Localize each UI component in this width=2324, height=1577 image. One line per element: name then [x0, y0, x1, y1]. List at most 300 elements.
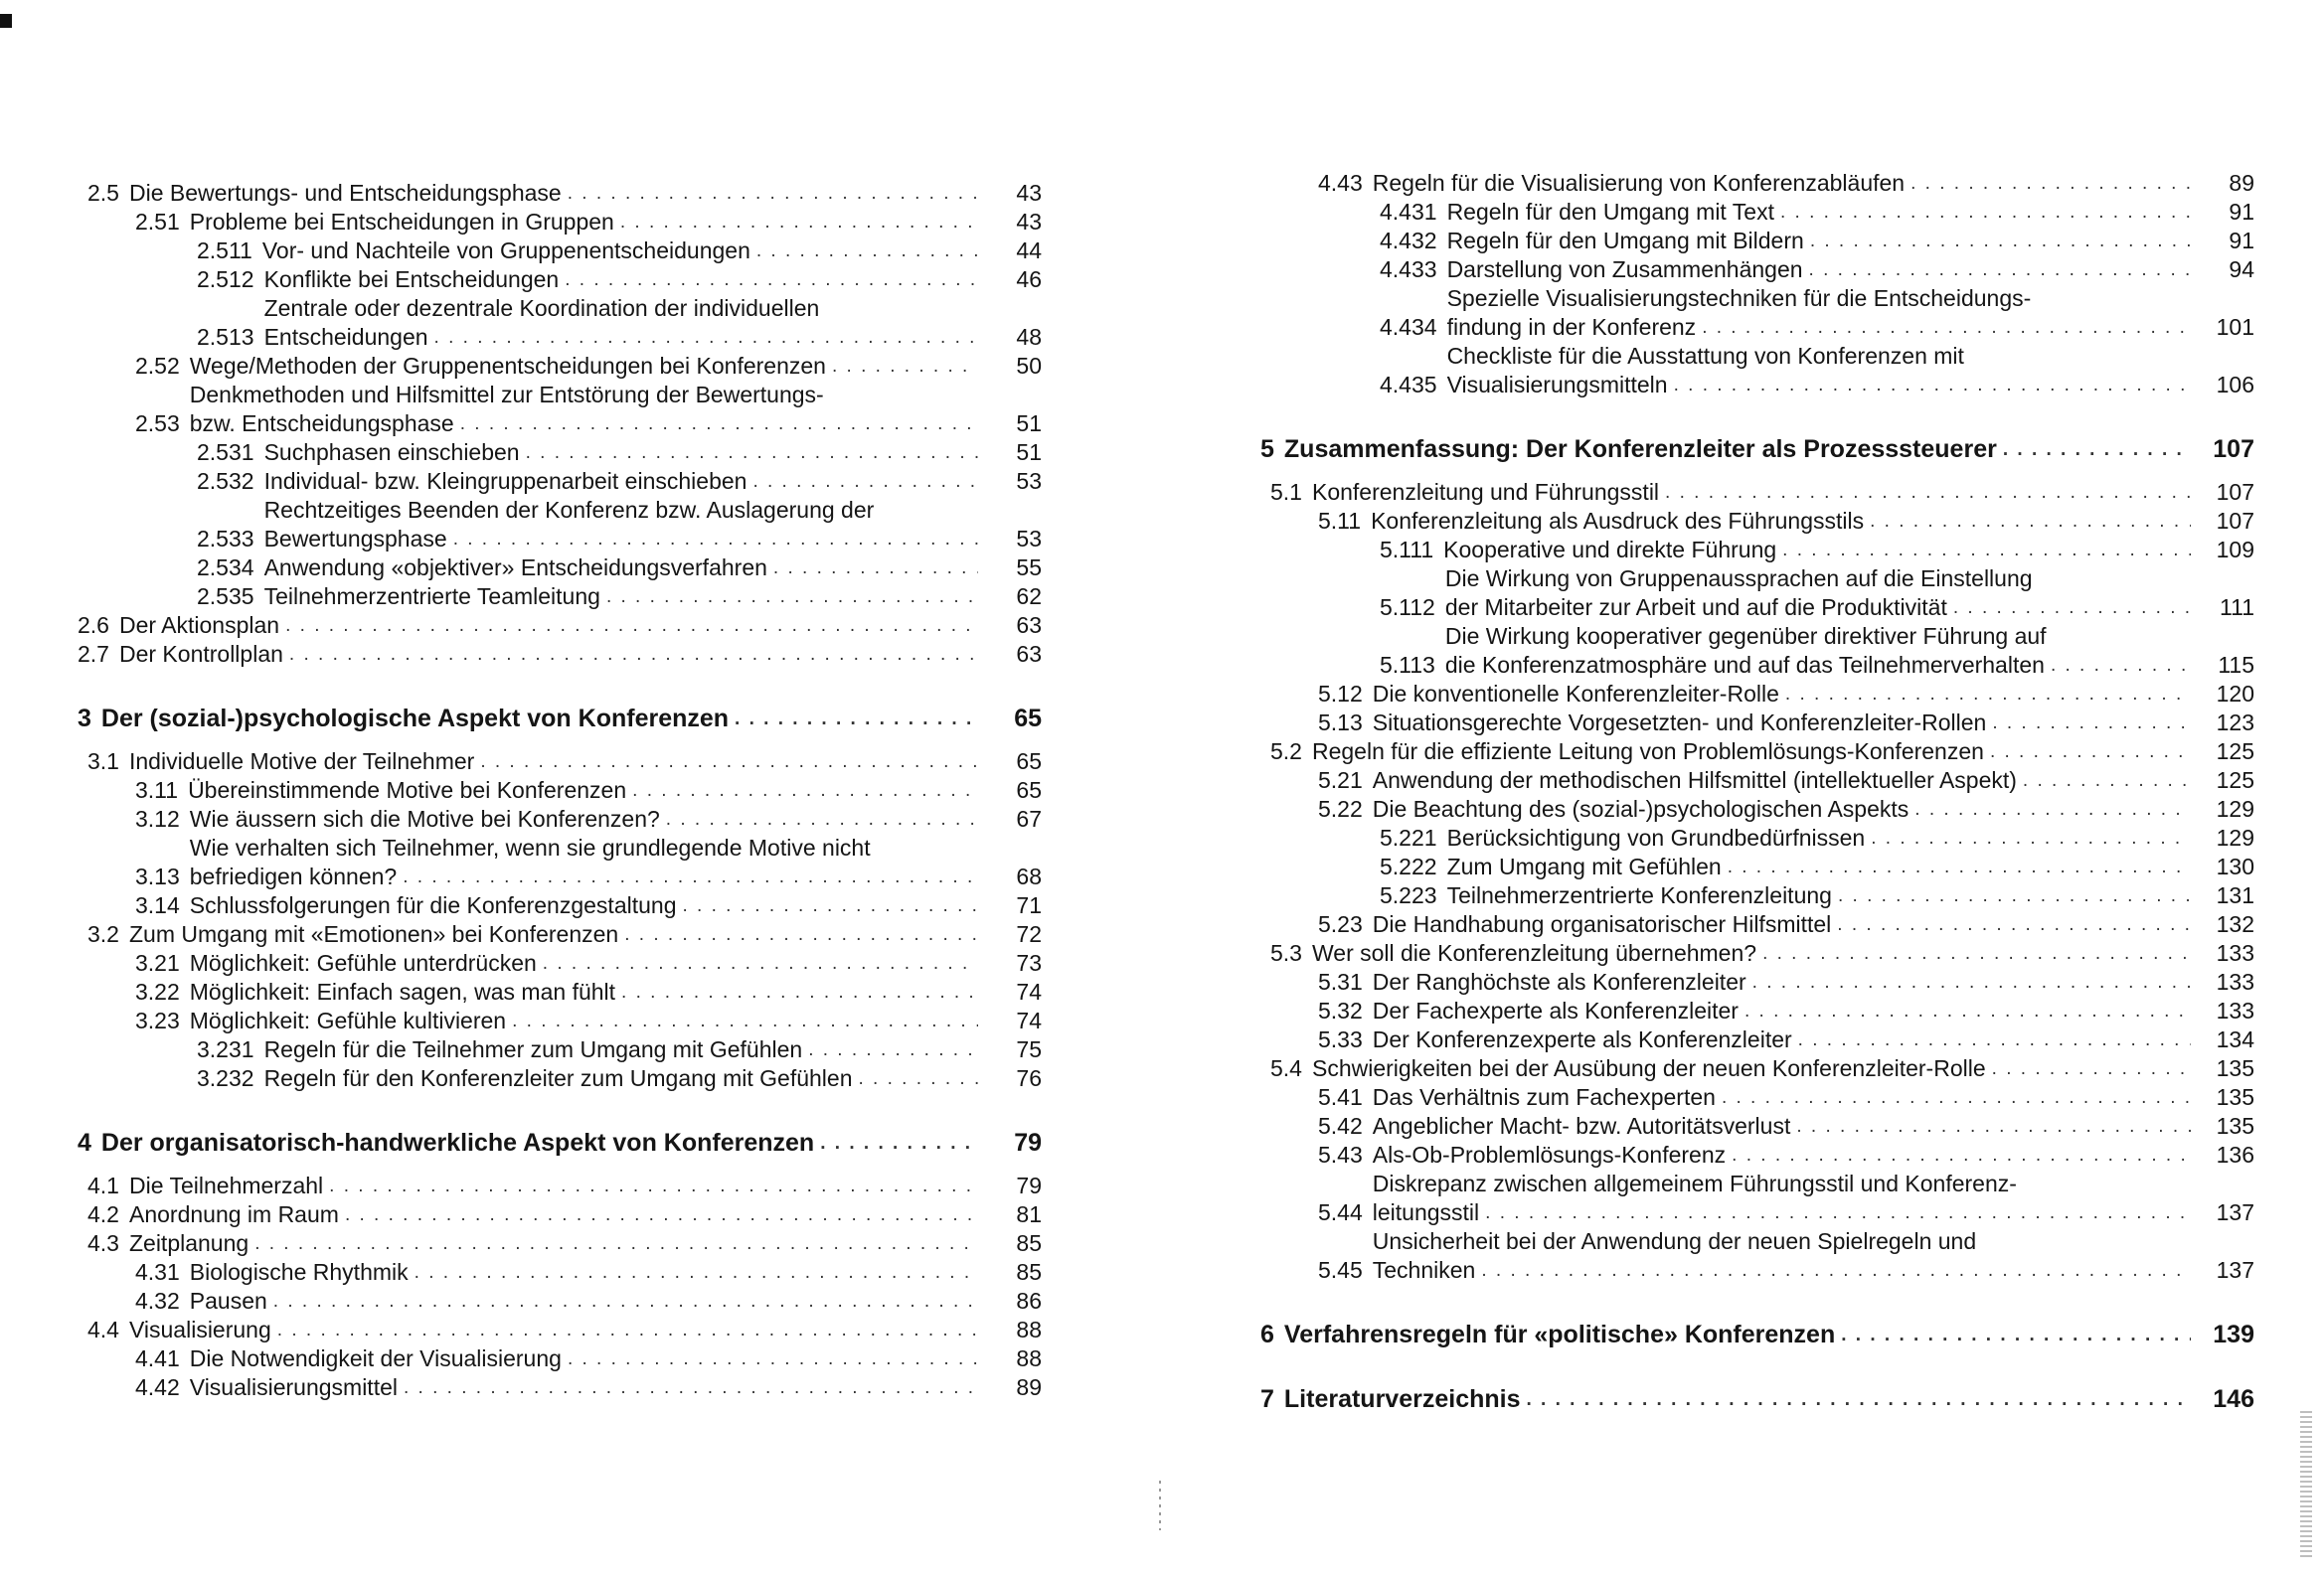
entry-title — [1373, 766, 2191, 795]
entry-title-lines — [1443, 536, 2191, 564]
entry-title-lines — [190, 978, 978, 1007]
entry-title-last-line — [1373, 1083, 2191, 1112]
entry-title-lines — [1447, 227, 2191, 255]
entry-number: 5.11 — [1318, 508, 1362, 534]
entry-title-last-line — [119, 611, 978, 640]
toc-entry[interactable] — [78, 920, 1042, 949]
entry-title-text: Anwendung der methodischen Hilfsmittel (intellektueller Aspekt) — [1372, 767, 2017, 793]
leader-dots — [1798, 1025, 2191, 1054]
page-number: 51 — [1016, 410, 1042, 436]
page-number: 81 — [1016, 1201, 1042, 1227]
toc-entry[interactable] — [78, 747, 1042, 776]
entry-title-last-line — [129, 747, 978, 776]
entry-title — [129, 1172, 978, 1200]
entry-title-text: Biologische Rhythmik — [189, 1259, 409, 1285]
leader-dots — [277, 1316, 978, 1344]
toc-entry[interactable] — [78, 611, 1042, 640]
entry-number: 4.433 — [1380, 256, 1437, 282]
toc-entry[interactable] — [1260, 910, 2254, 939]
entry-title — [1447, 853, 2191, 881]
entry-title-text: Pausen — [189, 1288, 267, 1314]
page-number: 75 — [1016, 1036, 1042, 1062]
entry-title-text: Anwendung «objektiver» Entscheidungsverfahren — [263, 554, 767, 580]
toc-entry[interactable] — [1260, 342, 2254, 399]
entry-title-text: leitungsstil — [1372, 1199, 1480, 1225]
entry-title-text: Zentrale oder dezentrale Koordination der individuellen — [263, 295, 820, 321]
page-number: 111 — [2220, 594, 2254, 620]
entry-number: 2.52 — [135, 353, 180, 379]
page-number: 65 — [1014, 705, 1042, 732]
toc-entry[interactable] — [1260, 824, 2254, 853]
entry-title-text: findung in der Konferenz — [1446, 314, 1697, 340]
entry-title-text: Suchphasen einschieben — [263, 439, 520, 465]
entry-title-text: Individual- bzw. Kleingruppenarbeit einschieben — [263, 468, 747, 494]
page-number: 48 — [1016, 324, 1042, 350]
toc-entry[interactable] — [78, 582, 1042, 611]
toc-entry[interactable] — [78, 1373, 1042, 1402]
toc-entry[interactable] — [1260, 881, 2254, 910]
entry-title — [1447, 227, 2191, 255]
entry-title-text: Übereinstimmende Motive bei Konferenzen — [188, 777, 627, 803]
page-number: 44 — [1016, 237, 1042, 263]
leader-dots — [403, 863, 978, 891]
entry-title-lines — [129, 747, 978, 776]
entry-number: 4.41 — [135, 1345, 180, 1371]
entry-title — [1373, 1141, 2191, 1170]
toc-entry[interactable] — [1260, 622, 2254, 680]
entry-title-text: Der organisatorisch-handwerkliche Aspekt von Konferenzen — [100, 1129, 815, 1157]
page-number: 136 — [2216, 1142, 2254, 1168]
entry-title — [264, 438, 978, 467]
entry-title — [1373, 709, 2191, 737]
toc-chapter-entry[interactable] — [78, 1129, 1042, 1158]
toc-entry[interactable] — [78, 891, 1042, 920]
entry-title-lines — [1447, 342, 2191, 399]
entry-number: 4.4 — [87, 1317, 119, 1342]
entry-number: 5.33 — [1318, 1026, 1363, 1052]
leader-dots — [2003, 435, 2191, 464]
entry-title-last-line — [1445, 651, 2191, 680]
entry-title-text: Schwierigkeiten bei der Ausübung der neuen Konferenzleiter-Rolle — [1311, 1055, 1986, 1081]
leader-dots — [1990, 737, 2191, 766]
entry-number: 5.1 — [1270, 479, 1302, 505]
entry-title-lines — [264, 553, 978, 582]
toc-entry[interactable] — [1260, 536, 2254, 564]
entry-title-last-line — [1312, 939, 2191, 968]
toc-entry[interactable] — [1260, 564, 2254, 622]
toc-entry[interactable] — [1260, 255, 2254, 284]
page-number: 129 — [2216, 825, 2254, 851]
entry-title-text: Die Wirkung kooperativer gegenüber direktiver Führung auf — [1444, 623, 2047, 649]
entry-title-lines — [129, 1316, 978, 1344]
page-number: 53 — [1016, 526, 1042, 552]
entry-number: 2.512 — [197, 266, 254, 292]
entry-number: 2.7 — [78, 641, 109, 667]
entry-title-text: Entscheidungen — [263, 324, 428, 350]
entry-title — [129, 920, 978, 949]
leader-dots — [2051, 651, 2191, 680]
leader-dots — [1838, 881, 2191, 910]
toc-entry[interactable] — [78, 1035, 1042, 1064]
entry-number: 4.432 — [1380, 228, 1437, 253]
entry-title-last-line — [264, 582, 978, 611]
entry-title-text: Anordnung im Raum — [128, 1201, 339, 1227]
entry-title-text: Der Ranghöchste als Konferenzleiter — [1372, 969, 1746, 995]
entry-title-lines — [1447, 284, 2191, 342]
toc-entry[interactable] — [78, 496, 1042, 553]
leader-dots — [632, 776, 978, 805]
entry-title — [190, 978, 978, 1007]
entry-title-text: Teilnehmerzentrierte Konferenzleitung — [1446, 882, 1832, 908]
entry-title — [1284, 1385, 2191, 1414]
page-number: 71 — [1016, 892, 1042, 918]
leader-dots — [565, 265, 978, 294]
entry-title-lines — [1447, 198, 2191, 227]
toc-entry[interactable] — [78, 237, 1042, 265]
page-number: 101 — [2216, 314, 2254, 340]
leader-dots — [1809, 255, 2191, 284]
entry-title-last-line — [1284, 1385, 2191, 1414]
entry-title — [1284, 1321, 2191, 1349]
entry-title — [190, 834, 978, 891]
entry-title-lines — [1445, 564, 2191, 622]
entry-title-lines — [1373, 910, 2191, 939]
leader-dots — [1810, 227, 2191, 255]
entry-title-text: Das Verhältnis zum Fachexperten — [1372, 1084, 1716, 1110]
entry-title-text: Denkmethoden und Hilfsmittel zur Entstörung der Bewertungs- — [189, 382, 824, 407]
entry-title-last-line — [190, 1007, 978, 1035]
toc-entry[interactable] — [1260, 1083, 2254, 1112]
page-number: 106 — [2216, 372, 2254, 397]
toc-entry[interactable] — [78, 834, 1042, 891]
entry-title-last-line — [1447, 371, 2191, 399]
toc-entry[interactable] — [78, 179, 1042, 208]
toc-entry[interactable] — [1260, 1025, 2254, 1054]
entry-number: 3.11 — [135, 777, 179, 803]
entry-title-text: Visualisierungsmittel — [189, 1374, 398, 1400]
entry-number: 3.22 — [135, 979, 180, 1005]
leader-dots — [254, 1229, 978, 1258]
toc-entry[interactable] — [1260, 795, 2254, 824]
toc-entry[interactable] — [1260, 997, 2254, 1025]
entry-title-last-line — [1373, 1256, 2191, 1285]
entry-title-text: Die Handhabung organisatorischer Hilfsmittel — [1372, 911, 1832, 937]
entry-title-last-line — [262, 237, 978, 265]
leader-dots — [1910, 169, 2191, 198]
toc-entry[interactable] — [78, 553, 1042, 582]
page-number: 94 — [2229, 256, 2254, 282]
toc-entry[interactable] — [78, 467, 1042, 496]
toc-entry[interactable] — [1260, 1112, 2254, 1141]
entry-title-lines — [264, 496, 978, 553]
entry-title-last-line — [1373, 766, 2191, 795]
toc-entry[interactable] — [78, 1316, 1042, 1344]
entry-title — [129, 1316, 978, 1344]
toc-entry[interactable] — [78, 352, 1042, 381]
entry-number: 5.41 — [1318, 1084, 1363, 1110]
toc-entry[interactable] — [78, 949, 1042, 978]
leader-dots — [1780, 198, 2191, 227]
entry-title — [264, 496, 978, 553]
entry-title-last-line — [1312, 1054, 2191, 1083]
entry-title-lines — [264, 265, 978, 294]
entry-title-text: befriedigen können? — [189, 864, 398, 889]
entry-title-last-line — [1443, 536, 2191, 564]
entry-title — [1312, 478, 2191, 507]
toc-entry[interactable] — [78, 978, 1042, 1007]
entry-title — [1445, 622, 2191, 680]
entry-title-text: die Konferenzatmosphäre und auf das Teilnehmerverhalten — [1444, 652, 2045, 678]
entry-title — [1284, 435, 2191, 464]
entry-title-last-line — [1447, 881, 2191, 910]
entry-title-text: Teilnehmerzentrierte Teamleitung — [263, 583, 600, 609]
entry-number: 3.2 — [87, 921, 119, 947]
entry-title-lines — [1312, 737, 2191, 766]
toc-entry[interactable] — [1260, 939, 2254, 968]
entry-title-last-line — [1373, 680, 2191, 709]
entry-title — [1447, 881, 2191, 910]
page-number: 135 — [2216, 1113, 2254, 1139]
toc-entry[interactable] — [1260, 766, 2254, 795]
page-number: 86 — [1016, 1288, 1042, 1314]
entry-title-last-line — [119, 640, 978, 669]
entry-title-text: Die Wirkung von Gruppenaussprachen auf die Einstellung — [1444, 565, 2033, 591]
toc-entry[interactable] — [1260, 680, 2254, 709]
toc-chapter-entry[interactable] — [1260, 1385, 2254, 1414]
leader-dots — [820, 1129, 978, 1158]
entry-title — [1312, 939, 2191, 968]
page-number: 74 — [1016, 979, 1042, 1005]
leader-dots — [620, 208, 978, 237]
toc-entry[interactable] — [1260, 709, 2254, 737]
toc-entry[interactable] — [78, 1287, 1042, 1316]
leader-dots — [2023, 766, 2191, 795]
entry-number: 3.13 — [135, 864, 180, 889]
toc-entry[interactable] — [78, 438, 1042, 467]
page-number: 43 — [1016, 209, 1042, 235]
entry-title — [190, 949, 978, 978]
entry-title-lines — [1373, 1025, 2191, 1054]
entry-number: 5.3 — [1270, 940, 1302, 966]
entry-title — [190, 1344, 978, 1373]
page-number: 135 — [2216, 1084, 2254, 1110]
entry-title-text: Möglichkeit: Gefühle unterdrücken — [189, 950, 537, 976]
entry-title — [129, 1229, 978, 1258]
entry-title-lines — [1312, 478, 2191, 507]
page-number: 63 — [1016, 612, 1042, 638]
entry-title — [264, 467, 978, 496]
entry-title — [190, 352, 978, 381]
entry-title-lines — [190, 1344, 978, 1373]
toc-entry[interactable] — [1260, 1170, 2254, 1227]
entry-title — [190, 805, 978, 834]
toc-entry[interactable] — [78, 1229, 1042, 1258]
entry-title-text: Der Fachexperte als Konferenzleiter — [1372, 998, 1739, 1024]
leader-dots — [1722, 1083, 2191, 1112]
entry-title-last-line — [1373, 1198, 2191, 1227]
entry-title-lines — [264, 1035, 978, 1064]
toc-chapter-entry[interactable] — [78, 705, 1042, 733]
entry-title-last-line — [264, 1064, 978, 1093]
entry-title-lines — [1312, 939, 2191, 968]
toc-entry[interactable] — [1260, 284, 2254, 342]
entry-title-lines — [190, 208, 978, 237]
entry-number: 5.221 — [1380, 825, 1437, 851]
entry-title-lines — [190, 1007, 978, 1035]
page-edge-mark — [2300, 1411, 2312, 1560]
entry-title-lines — [264, 294, 978, 352]
entry-title — [264, 1064, 978, 1093]
entry-title-last-line — [1373, 169, 2191, 198]
entry-title-last-line — [264, 323, 978, 352]
entry-title — [264, 265, 978, 294]
entry-title-last-line — [264, 553, 978, 582]
toc-entry[interactable] — [1260, 198, 2254, 227]
toc-chapter-entry[interactable] — [1260, 435, 2254, 464]
entry-title-text: Zum Umgang mit «Emotionen» bei Konferenzen — [128, 921, 619, 947]
entry-title-last-line — [190, 409, 978, 438]
leader-dots — [752, 467, 978, 496]
page-number: 133 — [2216, 940, 2254, 966]
entry-title-last-line — [101, 1129, 978, 1158]
page-number: 88 — [1016, 1317, 1042, 1342]
entry-title-text: Möglichkeit: Gefühle kultivieren — [189, 1008, 507, 1033]
toc-entry[interactable] — [1260, 169, 2254, 198]
entry-title-lines — [190, 805, 978, 834]
entry-title-last-line — [1373, 795, 2191, 824]
entry-title-text: Regeln für die Teilnehmer zum Umgang mit Gefühlen — [263, 1036, 803, 1062]
toc-entry[interactable] — [1260, 507, 2254, 536]
toc-entry[interactable] — [78, 1064, 1042, 1093]
leader-dots — [1732, 1141, 2191, 1170]
page-number: 107 — [2216, 479, 2254, 505]
entry-title-text: Wer soll die Konferenzleitung übernehmen? — [1311, 940, 1757, 966]
entry-title-last-line — [1447, 313, 2191, 342]
entry-title-last-line — [1445, 593, 2191, 622]
leader-dots — [1665, 478, 2191, 507]
toc-entry[interactable] — [78, 776, 1042, 805]
toc-entry[interactable] — [78, 1007, 1042, 1035]
entry-title-text: Regeln für die effiziente Leitung von Problemlösungs-Konferenzen — [1311, 738, 1984, 764]
toc-entry[interactable] — [1260, 968, 2254, 997]
toc-entry[interactable] — [78, 805, 1042, 834]
leader-dots — [285, 611, 978, 640]
entry-title — [1373, 795, 2191, 824]
page-number: 65 — [1016, 748, 1042, 774]
entry-number: 5.4 — [1270, 1055, 1302, 1081]
entry-title-last-line — [264, 1035, 978, 1064]
toc-entry[interactable] — [1260, 1141, 2254, 1170]
entry-title-last-line — [1373, 709, 2191, 737]
entry-number: 3 — [78, 705, 91, 732]
entry-title-last-line — [129, 920, 978, 949]
entry-title — [190, 208, 978, 237]
entry-title-lines — [1447, 824, 2191, 853]
leader-dots — [832, 352, 978, 381]
entry-number: 4.431 — [1380, 199, 1437, 225]
page-number: 76 — [1016, 1065, 1042, 1091]
entry-title-lines — [190, 1258, 978, 1287]
entry-title — [190, 1258, 978, 1287]
toc-entry[interactable] — [78, 1344, 1042, 1373]
entry-title-text: Kooperative und direkte Führung — [1443, 537, 1777, 562]
toc-entry[interactable] — [78, 208, 1042, 237]
entry-title-text: Zeitplanung — [128, 1230, 249, 1256]
entry-title-lines — [190, 381, 978, 438]
toc-entry[interactable] — [1260, 478, 2254, 507]
entry-number: 5.223 — [1380, 882, 1437, 908]
entry-title — [129, 179, 978, 208]
leader-dots — [273, 1287, 978, 1316]
leader-dots — [735, 705, 978, 733]
page-number: 131 — [2216, 882, 2254, 908]
toc-entry[interactable] — [78, 381, 1042, 438]
entry-number: 5.43 — [1318, 1142, 1363, 1168]
entry-title-last-line — [190, 1373, 978, 1402]
book-gutter — [1159, 1481, 1161, 1530]
leader-dots — [1762, 939, 2191, 968]
entry-title-last-line — [1312, 737, 2191, 766]
entry-title — [1312, 737, 2191, 766]
entry-title-last-line — [190, 352, 978, 381]
entry-title-text: Der Kontrollplan — [118, 641, 283, 667]
toc-entry[interactable] — [1260, 1227, 2254, 1285]
toc-right-page — [1260, 169, 2254, 1428]
entry-number: 4.32 — [135, 1288, 180, 1314]
entry-title-text: Der Aktionsplan — [118, 612, 280, 638]
leader-dots — [1744, 997, 2191, 1025]
entry-title-text: Möglichkeit: Einfach sagen, was man fühlt — [189, 979, 616, 1005]
toc-entry[interactable] — [78, 294, 1042, 352]
page-number: 129 — [2216, 796, 2254, 822]
page-number: 55 — [1016, 554, 1042, 580]
entry-title-text: Techniken — [1372, 1257, 1476, 1283]
toc-chapter-entry[interactable] — [1260, 1321, 2254, 1349]
entry-title-text: bzw. Entscheidungsphase — [189, 410, 454, 436]
entry-title-last-line — [190, 949, 978, 978]
entry-title-lines — [190, 1373, 978, 1402]
entry-title-last-line — [129, 179, 978, 208]
entry-number: 5.112 — [1380, 594, 1435, 620]
toc-entry[interactable] — [1260, 227, 2254, 255]
leader-dots — [568, 179, 978, 208]
leader-dots — [1752, 968, 2191, 997]
entry-number: 2.535 — [197, 583, 254, 609]
toc-entry[interactable] — [78, 1200, 1042, 1229]
leader-dots — [756, 237, 978, 265]
entry-number: 2.6 — [78, 612, 109, 638]
entry-title-last-line — [1312, 478, 2191, 507]
toc-entry[interactable] — [1260, 737, 2254, 766]
entry-title-lines — [1373, 968, 2191, 997]
leader-dots — [434, 323, 978, 352]
entry-title-text: Visualisierungsmitteln — [1446, 372, 1668, 397]
entry-title-last-line — [190, 863, 978, 891]
toc-entry[interactable] — [78, 1172, 1042, 1200]
leader-dots — [404, 1373, 978, 1402]
toc-entry[interactable] — [78, 640, 1042, 669]
entry-number: 5.113 — [1380, 652, 1435, 678]
entry-title-lines — [1312, 1054, 2191, 1083]
entry-title-text: Regeln für den Umgang mit Bildern — [1446, 228, 1804, 253]
toc-entry[interactable] — [1260, 1054, 2254, 1083]
leader-dots — [682, 891, 978, 920]
toc-entry[interactable] — [1260, 853, 2254, 881]
toc-entry[interactable] — [78, 265, 1042, 294]
entry-number: 5.45 — [1318, 1257, 1363, 1283]
entry-number: 3.21 — [135, 950, 180, 976]
toc-entry[interactable] — [78, 1258, 1042, 1287]
